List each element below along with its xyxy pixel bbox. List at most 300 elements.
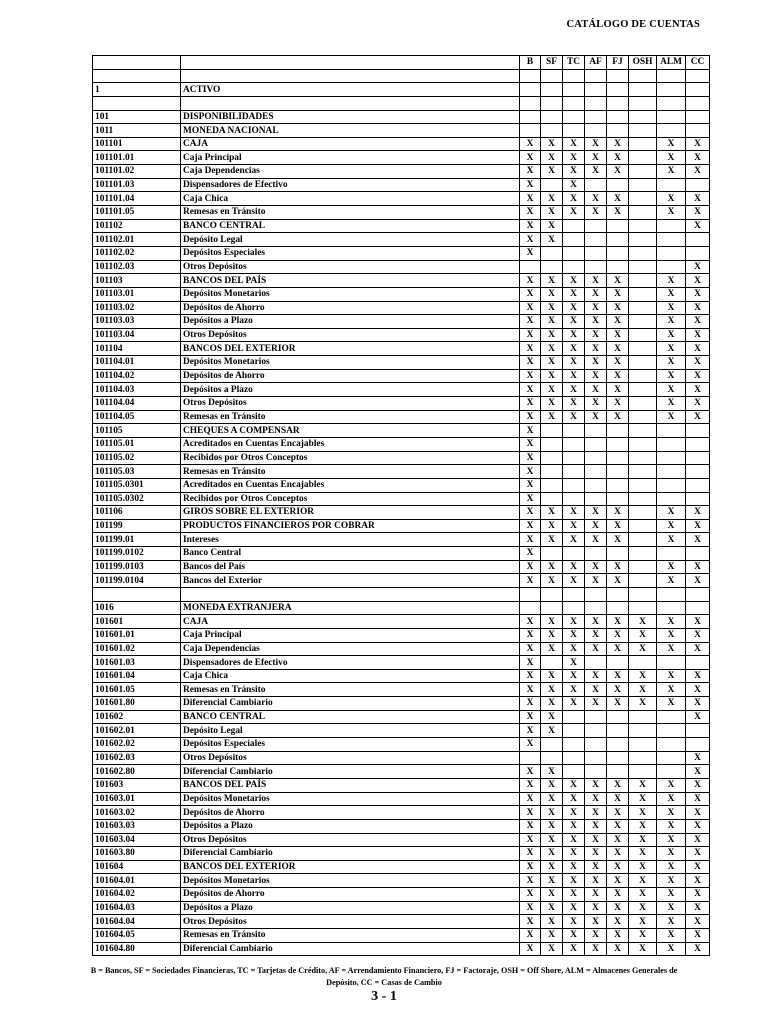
mark-cell-cc: X — [686, 287, 710, 301]
mark-cell-tc: X — [563, 847, 585, 861]
mark-cell-alm: X — [657, 642, 686, 656]
mark-cell-b: X — [520, 724, 541, 738]
mark-cell-osh: X — [629, 669, 657, 683]
mark-cell-af: X — [585, 287, 607, 301]
mark-cell-af: X — [585, 806, 607, 820]
account-code-cell: 101104.04 — [93, 397, 181, 411]
mark-cell-tc: X — [563, 778, 585, 792]
mark-cell-sf: X — [541, 383, 563, 397]
table-row — [93, 519, 710, 533]
mark-cell-af: X — [585, 874, 607, 888]
mark-cell-sf: X — [541, 833, 563, 847]
mark-cell-af — [585, 110, 607, 124]
mark-cell-alm: X — [657, 792, 686, 806]
mark-cell-cc — [686, 233, 710, 247]
mark-cell-af — [585, 547, 607, 561]
mark-cell-osh — [629, 710, 657, 724]
table-row — [93, 151, 710, 165]
mark-cell-alm — [657, 710, 686, 724]
mark-cell-sf: X — [541, 274, 563, 288]
mark-cell-af: X — [585, 342, 607, 356]
mark-cell-alm: X — [657, 137, 686, 151]
mark-cell-alm — [657, 83, 686, 97]
mark-cell-cc — [686, 547, 710, 561]
mark-cell-alm: X — [657, 929, 686, 943]
account-name-cell: Bancos del País — [181, 560, 520, 574]
mark-cell-af: X — [585, 206, 607, 220]
mark-cell-b: X — [520, 874, 541, 888]
mark-cell-cc: X — [686, 137, 710, 151]
mark-cell-cc: X — [686, 901, 710, 915]
table-row — [93, 437, 710, 451]
mark-cell-af: X — [585, 833, 607, 847]
mark-cell-fj: X — [607, 519, 629, 533]
account-name-cell: Depósitos de Ahorro — [181, 301, 520, 315]
mark-cell-alm: X — [657, 915, 686, 929]
mark-cell-sf: X — [541, 356, 563, 370]
account-name-cell: Depósito Legal — [181, 233, 520, 247]
mark-cell-b — [520, 260, 541, 274]
account-code-cell: 101603.04 — [93, 833, 181, 847]
mark-cell-osh — [629, 478, 657, 492]
mark-cell-osh — [629, 751, 657, 765]
mark-cell-tc: X — [563, 901, 585, 915]
account-code-cell: 101601.05 — [93, 683, 181, 697]
mark-cell-osh — [629, 519, 657, 533]
mark-cell-tc: X — [563, 342, 585, 356]
mark-cell-fj — [607, 219, 629, 233]
table-row — [93, 574, 710, 588]
account-name-cell: BANCOS DEL PAÍS — [181, 778, 520, 792]
mark-cell-af — [585, 601, 607, 615]
table-row — [93, 533, 710, 547]
mark-cell-sf: X — [541, 615, 563, 629]
mark-cell-sf — [541, 601, 563, 615]
mark-cell-fj — [607, 738, 629, 752]
mark-cell-tc — [563, 246, 585, 260]
mark-cell-osh — [629, 219, 657, 233]
mark-cell-sf: X — [541, 860, 563, 874]
mark-cell-b: X — [520, 424, 541, 438]
mark-cell-osh — [629, 437, 657, 451]
mark-cell-cc: X — [686, 206, 710, 220]
account-code-cell: 101601.80 — [93, 697, 181, 711]
mark-cell-tc: X — [563, 383, 585, 397]
account-code-cell: 101104.02 — [93, 369, 181, 383]
mark-cell-osh — [629, 465, 657, 479]
mark-cell-fj — [607, 178, 629, 192]
mark-cell-alm — [657, 246, 686, 260]
mark-cell-b: X — [520, 151, 541, 165]
table-row — [93, 806, 710, 820]
mark-cell-cc — [686, 437, 710, 451]
account-name-cell: Depósitos Especiales — [181, 246, 520, 260]
mark-cell-sf: X — [541, 778, 563, 792]
mark-cell-tc: X — [563, 151, 585, 165]
mark-cell-tc: X — [563, 519, 585, 533]
mark-cell-osh: X — [629, 847, 657, 861]
mark-cell-alm — [657, 492, 686, 506]
mark-cell-af — [585, 656, 607, 670]
account-name-cell: BANCOS DEL EXTERIOR — [181, 342, 520, 356]
mark-cell-fj — [607, 478, 629, 492]
table-row — [93, 506, 710, 520]
mark-cell-osh — [629, 506, 657, 520]
mark-cell-osh: X — [629, 778, 657, 792]
mark-cell-b: X — [520, 137, 541, 151]
mark-cell-af: X — [585, 274, 607, 288]
mark-cell-sf: X — [541, 929, 563, 943]
account-code-cell: 101 — [93, 110, 181, 124]
mark-cell-b — [520, 587, 541, 601]
account-name-cell: MONEDA EXTRANJERA — [181, 601, 520, 615]
mark-cell-osh: X — [629, 819, 657, 833]
mark-cell-b: X — [520, 915, 541, 929]
mark-cell-fj: X — [607, 683, 629, 697]
account-name-cell: Diferencial Cambiario — [181, 765, 520, 779]
mark-cell-b: X — [520, 819, 541, 833]
table-row — [93, 860, 710, 874]
mark-cell-osh — [629, 69, 657, 83]
mark-cell-tc: X — [563, 833, 585, 847]
mark-cell-sf: X — [541, 847, 563, 861]
table-row — [93, 137, 710, 151]
mark-cell-tc: X — [563, 206, 585, 220]
mark-cell-alm: X — [657, 860, 686, 874]
mark-cell-tc — [563, 724, 585, 738]
table-row — [93, 110, 710, 124]
mark-cell-b: X — [520, 342, 541, 356]
mark-cell-sf — [541, 178, 563, 192]
mark-cell-alm — [657, 738, 686, 752]
account-name-cell: BANCOS DEL PAÍS — [181, 274, 520, 288]
mark-cell-sf — [541, 69, 563, 83]
mark-cell-sf: X — [541, 369, 563, 383]
mark-cell-fj — [607, 233, 629, 247]
mark-cell-fj — [607, 437, 629, 451]
mark-cell-af: X — [585, 192, 607, 206]
account-code-cell — [93, 587, 181, 601]
mark-cell-af: X — [585, 901, 607, 915]
column-header-sf: SF — [541, 56, 563, 70]
mark-cell-af — [585, 492, 607, 506]
mark-cell-alm: X — [657, 274, 686, 288]
mark-cell-osh — [629, 301, 657, 315]
mark-cell-sf: X — [541, 874, 563, 888]
table-row — [93, 328, 710, 342]
mark-cell-alm — [657, 437, 686, 451]
mark-cell-af: X — [585, 574, 607, 588]
mark-cell-cc — [686, 738, 710, 752]
mark-cell-alm: X — [657, 560, 686, 574]
mark-cell-osh — [629, 315, 657, 329]
account-code-cell: 101602 — [93, 710, 181, 724]
mark-cell-cc — [686, 465, 710, 479]
mark-cell-sf: X — [541, 301, 563, 315]
mark-cell-cc — [686, 724, 710, 738]
account-name-cell: ACTIVO — [181, 83, 520, 97]
mark-cell-osh — [629, 124, 657, 138]
mark-cell-tc: X — [563, 328, 585, 342]
mark-cell-b: X — [520, 574, 541, 588]
account-code-cell: 101102.02 — [93, 246, 181, 260]
mark-cell-sf: X — [541, 819, 563, 833]
mark-cell-b — [520, 110, 541, 124]
mark-cell-cc: X — [686, 356, 710, 370]
mark-cell-fj: X — [607, 942, 629, 956]
mark-cell-b: X — [520, 287, 541, 301]
mark-cell-tc: X — [563, 356, 585, 370]
table-row — [93, 165, 710, 179]
table-row — [93, 751, 710, 765]
mark-cell-alm — [657, 178, 686, 192]
mark-cell-b: X — [520, 233, 541, 247]
account-name-cell: Remesas en Tránsito — [181, 683, 520, 697]
account-code-cell: 101604 — [93, 860, 181, 874]
mark-cell-sf: X — [541, 683, 563, 697]
account-code-cell: 101601.03 — [93, 656, 181, 670]
mark-cell-tc — [563, 260, 585, 274]
mark-cell-alm — [657, 724, 686, 738]
mark-cell-sf: X — [541, 710, 563, 724]
mark-cell-af — [585, 587, 607, 601]
mark-cell-osh — [629, 151, 657, 165]
column-header-tc: TC — [563, 56, 585, 70]
mark-cell-sf: X — [541, 628, 563, 642]
mark-cell-tc: X — [563, 369, 585, 383]
table-row — [93, 96, 710, 110]
mark-cell-b: X — [520, 669, 541, 683]
mark-cell-sf — [541, 738, 563, 752]
mark-cell-alm: X — [657, 901, 686, 915]
mark-cell-cc: X — [686, 615, 710, 629]
table-row — [93, 778, 710, 792]
mark-cell-cc — [686, 178, 710, 192]
table-row — [93, 656, 710, 670]
mark-cell-b — [520, 124, 541, 138]
mark-cell-tc: X — [563, 628, 585, 642]
mark-cell-cc: X — [686, 942, 710, 956]
mark-cell-b: X — [520, 888, 541, 902]
table-row — [93, 69, 710, 83]
mark-cell-alm: X — [657, 369, 686, 383]
mark-cell-osh: X — [629, 833, 657, 847]
mark-cell-alm — [657, 601, 686, 615]
account-code-cell: 101601.04 — [93, 669, 181, 683]
mark-cell-alm: X — [657, 574, 686, 588]
table-row — [93, 888, 710, 902]
mark-cell-alm: X — [657, 628, 686, 642]
mark-cell-af: X — [585, 669, 607, 683]
account-name-cell: Otros Depósitos — [181, 328, 520, 342]
account-name-cell: Depósitos Monetarios — [181, 874, 520, 888]
mark-cell-tc — [563, 219, 585, 233]
account-name-cell: PRODUCTOS FINANCIEROS POR COBRAR — [181, 519, 520, 533]
table-row — [93, 724, 710, 738]
account-code-cell: 101602.02 — [93, 738, 181, 752]
mark-cell-osh — [629, 369, 657, 383]
account-code-cell: 101106 — [93, 506, 181, 520]
mark-cell-alm — [657, 260, 686, 274]
mark-cell-sf — [541, 437, 563, 451]
mark-cell-tc — [563, 83, 585, 97]
table-row — [93, 710, 710, 724]
mark-cell-af — [585, 751, 607, 765]
mark-cell-fj: X — [607, 778, 629, 792]
mark-cell-sf — [541, 124, 563, 138]
account-code-cell: 1 — [93, 83, 181, 97]
account-code-cell: 101104.01 — [93, 356, 181, 370]
mark-cell-b: X — [520, 656, 541, 670]
mark-cell-cc: X — [686, 192, 710, 206]
mark-cell-af — [585, 219, 607, 233]
table-row — [93, 178, 710, 192]
mark-cell-fj: X — [607, 792, 629, 806]
table-row — [93, 492, 710, 506]
table-row — [93, 601, 710, 615]
mark-cell-tc: X — [563, 178, 585, 192]
mark-cell-fj: X — [607, 847, 629, 861]
mark-cell-fj — [607, 451, 629, 465]
mark-cell-af: X — [585, 369, 607, 383]
mark-cell-b: X — [520, 356, 541, 370]
table-row — [93, 397, 710, 411]
mark-cell-fj — [607, 656, 629, 670]
mark-cell-sf: X — [541, 192, 563, 206]
account-code-cell: 101199.0103 — [93, 560, 181, 574]
mark-cell-osh — [629, 397, 657, 411]
mark-cell-fj — [607, 765, 629, 779]
mark-cell-cc: X — [686, 560, 710, 574]
mark-cell-cc: X — [686, 819, 710, 833]
mark-cell-af — [585, 424, 607, 438]
mark-cell-fj: X — [607, 151, 629, 165]
mark-cell-tc: X — [563, 888, 585, 902]
mark-cell-b: X — [520, 383, 541, 397]
mark-cell-tc: X — [563, 165, 585, 179]
mark-cell-osh — [629, 110, 657, 124]
header-code-cell — [93, 56, 181, 70]
account-code-cell: 101104 — [93, 342, 181, 356]
account-code-cell: 101604.02 — [93, 888, 181, 902]
mark-cell-sf: X — [541, 560, 563, 574]
mark-cell-af — [585, 765, 607, 779]
mark-cell-b: X — [520, 615, 541, 629]
mark-cell-cc: X — [686, 751, 710, 765]
mark-cell-cc: X — [686, 628, 710, 642]
mark-cell-alm — [657, 69, 686, 83]
account-name-cell: Caja Principal — [181, 628, 520, 642]
mark-cell-b: X — [520, 792, 541, 806]
account-code-cell: 101101 — [93, 137, 181, 151]
account-code-cell: 101199 — [93, 519, 181, 533]
mark-cell-af: X — [585, 328, 607, 342]
account-name-cell: CAJA — [181, 615, 520, 629]
account-name-cell: Recibidos por Otros Conceptos — [181, 451, 520, 465]
mark-cell-af: X — [585, 560, 607, 574]
table-row — [93, 615, 710, 629]
mark-cell-af: X — [585, 301, 607, 315]
mark-cell-osh: X — [629, 628, 657, 642]
mark-cell-cc: X — [686, 778, 710, 792]
account-code-cell: 101103 — [93, 274, 181, 288]
mark-cell-af: X — [585, 929, 607, 943]
mark-cell-sf — [541, 83, 563, 97]
mark-cell-tc: X — [563, 642, 585, 656]
mark-cell-fj — [607, 465, 629, 479]
account-code-cell: 101603.01 — [93, 792, 181, 806]
mark-cell-osh — [629, 410, 657, 424]
mark-cell-osh — [629, 342, 657, 356]
mark-cell-sf — [541, 246, 563, 260]
mark-cell-osh — [629, 96, 657, 110]
mark-cell-cc — [686, 124, 710, 138]
mark-cell-sf: X — [541, 942, 563, 956]
mark-cell-cc: X — [686, 506, 710, 520]
mark-cell-alm — [657, 124, 686, 138]
account-name-cell: Diferencial Cambiario — [181, 697, 520, 711]
table-row — [93, 478, 710, 492]
mark-cell-b: X — [520, 506, 541, 520]
account-code-cell: 101101.05 — [93, 206, 181, 220]
mark-cell-fj — [607, 424, 629, 438]
account-code-cell: 101103.03 — [93, 315, 181, 329]
mark-cell-b: X — [520, 315, 541, 329]
mark-cell-alm: X — [657, 888, 686, 902]
mark-cell-tc — [563, 601, 585, 615]
mark-cell-alm — [657, 233, 686, 247]
mark-cell-fj: X — [607, 833, 629, 847]
account-name-cell: Diferencial Cambiario — [181, 847, 520, 861]
mark-cell-osh — [629, 328, 657, 342]
table-row — [93, 874, 710, 888]
mark-cell-fj — [607, 260, 629, 274]
mark-cell-cc: X — [686, 219, 710, 233]
page-title: CATÁLOGO DE CUENTAS — [566, 19, 700, 30]
mark-cell-osh — [629, 587, 657, 601]
account-code-cell: 101601.02 — [93, 642, 181, 656]
page-number: 3 - 1 — [371, 989, 397, 1004]
mark-cell-af: X — [585, 533, 607, 547]
mark-cell-fj: X — [607, 874, 629, 888]
mark-cell-cc: X — [686, 165, 710, 179]
mark-cell-osh: X — [629, 642, 657, 656]
mark-cell-alm: X — [657, 315, 686, 329]
table-row — [93, 628, 710, 642]
mark-cell-alm: X — [657, 683, 686, 697]
table-row — [93, 315, 710, 329]
mark-cell-fj: X — [607, 192, 629, 206]
mark-cell-tc: X — [563, 397, 585, 411]
account-name-cell: Caja Principal — [181, 151, 520, 165]
mark-cell-cc: X — [686, 574, 710, 588]
account-name-cell: BANCO CENTRAL — [181, 710, 520, 724]
mark-cell-alm: X — [657, 151, 686, 165]
mark-cell-sf — [541, 260, 563, 274]
mark-cell-af — [585, 710, 607, 724]
account-name-cell: Depósitos Especiales — [181, 738, 520, 752]
table-row — [93, 451, 710, 465]
mark-cell-alm: X — [657, 192, 686, 206]
mark-cell-fj: X — [607, 410, 629, 424]
mark-cell-b: X — [520, 738, 541, 752]
account-code-cell: 101105.0301 — [93, 478, 181, 492]
account-name-cell: Remesas en Tránsito — [181, 465, 520, 479]
account-name-cell: Bancos del Exterior — [181, 574, 520, 588]
mark-cell-cc: X — [686, 874, 710, 888]
mark-cell-tc: X — [563, 683, 585, 697]
mark-cell-cc — [686, 451, 710, 465]
